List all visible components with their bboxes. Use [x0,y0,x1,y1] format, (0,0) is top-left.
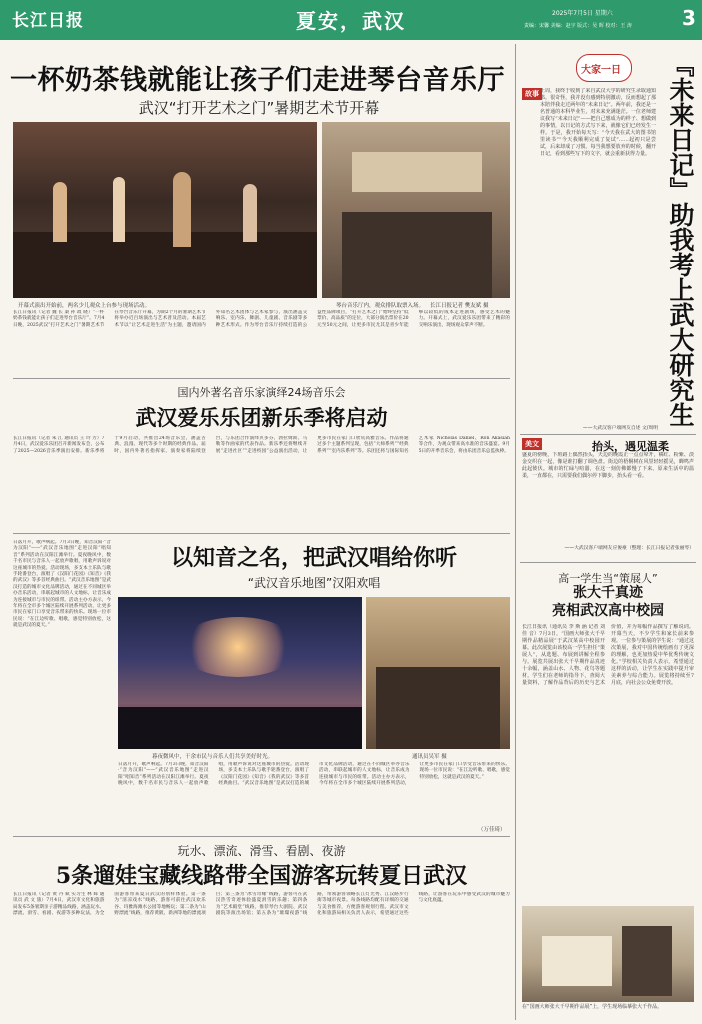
story4-kicker: 高一学生当“策展人” [558,572,658,585]
story3-photo-left [118,597,362,749]
story3-subhead: “武汉音乐地图”汉阳欢唱 [247,576,381,590]
story2-headline: 武汉爱乐乐团新乐季将启动 [135,405,388,430]
story1-photo-left [13,122,317,298]
diary-tag: 故事 [522,88,542,100]
essay-byline: ——大武汉客户端网友应俊豪（整理：长江日报记者张丽琴） [564,546,694,551]
divider [13,836,510,837]
masthead-section: 夏安，武汉 [296,9,406,33]
story3-caption-left: 暮夜微风中，干余市民与音乐人们共享美好时光。 [152,754,274,760]
essay-headline: 抬头，遇见温柔 [592,440,669,453]
masthead [0,0,702,40]
story3-credit: （万佳琦） [478,827,506,833]
story1-subhead: 武汉“打开艺术之门”暑期艺术节开幕 [138,99,380,117]
divider [13,533,510,534]
diary-label-text: 大家一日 [581,65,621,76]
diary-headline: 『未来日记』助我考上武大研究生 [666,52,695,427]
divider [520,434,696,435]
story1-headline: 一杯奶茶钱就能让孩子们走进琴台音乐厅 [10,65,505,96]
story1-caption-right: 琴台音乐厅内，观众排队取票入场。 [336,303,425,309]
story3-headline: 以知音之名，把武汉唱给你听 [170,545,457,571]
story1-photo-right [322,122,510,298]
story4-headline: 张大千真迹 亮相武汉高中校园 [552,585,664,619]
story3-body-lead: 日落月升，歌声响起。7月3日晚，知音汉阳·“音为汉阳”——“武汉音乐地图”走进汉阳“唱知音”系列活动在汉阳江滩举行。夏夜晚风中，数千名市民与音乐人一起放声歌唱，用歌声诉说对这座城市的热爱。活动现场，多支本土乐队与歌手轮番登台，演唱了《汉阳门花园》《知音》《我的武汉》等多首经典曲目。“武汉音乐地图”是武汉打造的城市文化品牌活动，通过在不同城区举办音乐活动，串联起城市的人文地标，让音乐成为连接城市与市民的纽带。活动主办方表示，今年将在全市多个城区陆续开展系列活动，让更多市民在家门口享受音乐带来的快乐。现场一位市民说：“在江边听歌、唱歌，感觉特别放松，这就是武汉的夏天。” [13,540,111,629]
column-divider [515,44,516,1020]
story1-caption-left: 开幕式演出开始前，两名少儿观众上台参与现场活动。 [18,303,151,309]
essay-body: 盛夏的傍晚，下班路上偶然抬头，天边的晚霞正一点点晕开，橘红、粉紫、淡金交织在一起，像是谁打翻了调色盘。街边的梧桐树在风里轻轻摇晃，蝉鸣声此起彼伏。城市的忙碌与喧嚣，在这一刻仿佛都慢了下来。原来生活中的温柔，一直都在，只需要我们偶尔停下脚步，抬头看一看。 [522,452,694,479]
story1-body: 长江日报讯（记者 魏 长 桑 孙 政 晓）“一杯奶茶钱就能让孩子们走进琴台音乐厅”。7月4日晚，2025武汉“打开艺术之门”暑期艺术节在琴台音乐厅开幕，为期2个月的暑期艺术节将举办近百场演出与艺术普及活动。本届艺术节以“让艺术走进生活”为主题，邀请国内外知名艺术团体与艺术家参与，演出涵盖交响乐、室内乐、舞剧、儿童剧、音乐剧等多种艺术形式。作为琴台音乐厅持续打造的公益性品牌项目，“打开艺术之门”始终坚持“低票价、高品质”的定位，大部分演出票价在20元至50元之间，让更多市民尤其是青少年能够以较低的成本走进剧场，感受艺术的魅力。开幕式上，武汉爱乐乐团带来了精彩的交响乐演出，现场观众掌声不断。 [13,310,510,328]
story2-body: 长江日报讯（记者 朱 江 通讯员 王 玲 芳）7月4日，武汉爱乐乐团召开新闻发布会，公布了2025—2026音乐季演出安排。新乐季将于9月启动，共推出24场音乐会，涵盖古典、浪漫、现代等多个时期的经典作品。届时，国内外著名指挥家、演奏家将陆续登台，与乐团合作演绎贝多芬、勃拉姆斯、马勒等作曲家的代表作品。新乐季还将继续开展“走进社区”“走进校园”公益演出活动，让更多市民在家门口欣赏高雅音乐。作品将通过多个主题系列呈现，包括“大师系列”“经典系列”“室内乐系列”等。乐团还将与国际知名艺术家 Nicholas Daniel、Ron Akasian 等合作，为观众带来高水准的音乐盛宴。9月5日的开季音乐会，将由乐团音乐总监执棒。 [13,436,510,454]
story5-headline: 5条遛娃宝藏线路带全国游客玩转夏日武汉 [55,863,468,889]
page-number: 3 [682,6,696,30]
masthead-logo: 长江日报 [12,11,84,31]
story3-photo-right [366,597,510,749]
story1-photo-credit: 长江日报记者 樊友斌 摄 [430,303,489,309]
story4-photo [522,906,694,1002]
divider [520,562,696,563]
story4-body: 长江日报讯（通讯员 李 斯 涵 记者 刘 佳 音）7月3日，“国画大师张大千早期作品精品展”于武汉某高中校园开幕。此次展览由该校高一学生担任“策展人”，从选题、布展到讲解全程参与。展览共展出张大千早期作品真迹十余幅，涵盖山水、人物、花鸟等题材。学生们在老师的指导下，查阅大量资料，了解作品背后的历史与艺术价值，并为每幅作品撰写了解说词。开幕当天，不少学生和家长前来参观。一位参与策展的学生说：“通过这次策展，我对中国传统绘画有了更深的理解，也更加热爱中华优秀传统文化。”学校相关负责人表示，希望通过这样的活动，让学生在实践中提升审美素养与综合能力。展览将持续至7月底，向社会公众免费开放。 [522,624,694,686]
diary-body: 上周，我终于收到了来自武汉大学的研究生录取通知书。很奇怪，我并没有感到特别激动，反而想起了那本陪伴我走过两年的“未来日记”。两年前，我还是一名普通的本科毕业生，对未来充满迷茫。一位老师建议我写“未来日记”——把自己想成为的样子、想做到的事情，以日记的方式写下来，就像它们已经发生一样。于是，我开始每天写：“今天我在武大的图书馆里读书”“今天我顺利完成了复试”……起初只是尝试，后来却成了习惯。每当我想要放弃的时候，翻开日记，看到那些写下的文字，就会重新获得力量。 [540,88,656,157]
essay-tag: 美文 [522,438,542,450]
story3-body-cols: 日落月升，歌声响起。7月3日晚，知音汉阳·“音为汉阳”——“武汉音乐地图”走进汉阳“唱知音”系列活动在汉阳江滩举行。夏夜晚风中，数千名市民与音乐人一起放声歌唱，用歌声诉说对这座城市的热爱。活动现场，多支本土乐队与歌手轮番登台，演唱了《汉阳门花园》《知音》《我的武汉》等多首经典曲目。“武汉音乐地图”是武汉打造的城市文化品牌活动，通过在不同城区举办音乐活动，串联起城市的人文地标，让音乐成为连接城市与市民的纽带。活动主办方表示，今年将在全市多个城区陆续开展系列活动，让更多市民在家门口享受音乐带来的快乐。现场一位市民说：“在江边听歌、唱歌，感觉特别放松，这就是武汉的夏天。” [118,762,510,787]
story5-body: 长江日报讯（记者 黄 丹 斌 实习生 林 晖 通讯员 武 文 旅）7月4日，武汉市文化和旅游局发布5条暑期亲子游精品线路，涵盖玩水、漂流、滑雪、看剧、夜游等多种玩法，为全国游客带来夏日武汉的别样体验。第一条为“清凉戏水”线路，游客可前往武汉欢乐谷、玛雅海滩水公园等地畅玩；第二条为“山野漂流”线路，推荐黄陂、新洲等地的漂流项目；第三条为“冰雪奇缘”线路，游客可在武汉热雪奇迹体验盛夏滑雪的乐趣；第四条为“艺术殿堂”线路，推荐琴台大剧院、武汉剧院等演出场馆；第五条为“璀璨夜游”线路，带领游客领略长江灯光秀、江汉路步行街等城市夜景。每条线路均配有详细的交通与美食推荐，方便游客规划行程。武汉市文化和旅游局相关负责人表示，希望通过这些线路，让游客在玩乐中感受武汉的城市魅力与文化底蕴。 [13,892,510,917]
story4-caption: 在“国画大师张大千早期作品展”上，学生现场临摹张大千作品。 [522,1004,663,1010]
story3-caption-right: 通讯员吴军 摄 [412,754,447,760]
masthead-editors: 责编：宋馨 美编：赵宇 版式：吴 晖 校对：王 涛 [524,23,632,29]
divider [13,378,510,379]
masthead-date: 2025年7月5日 星期六 [552,10,613,17]
story2-kicker: 国内外著名音乐家演绎24场音乐会 [177,386,346,399]
diary-label [576,54,632,82]
diary-byline: ——大武汉客户端网友自述 文/周明 [582,426,658,431]
story5-kicker: 玩水、漂流、滑雪、看剧、夜游 [177,844,346,858]
